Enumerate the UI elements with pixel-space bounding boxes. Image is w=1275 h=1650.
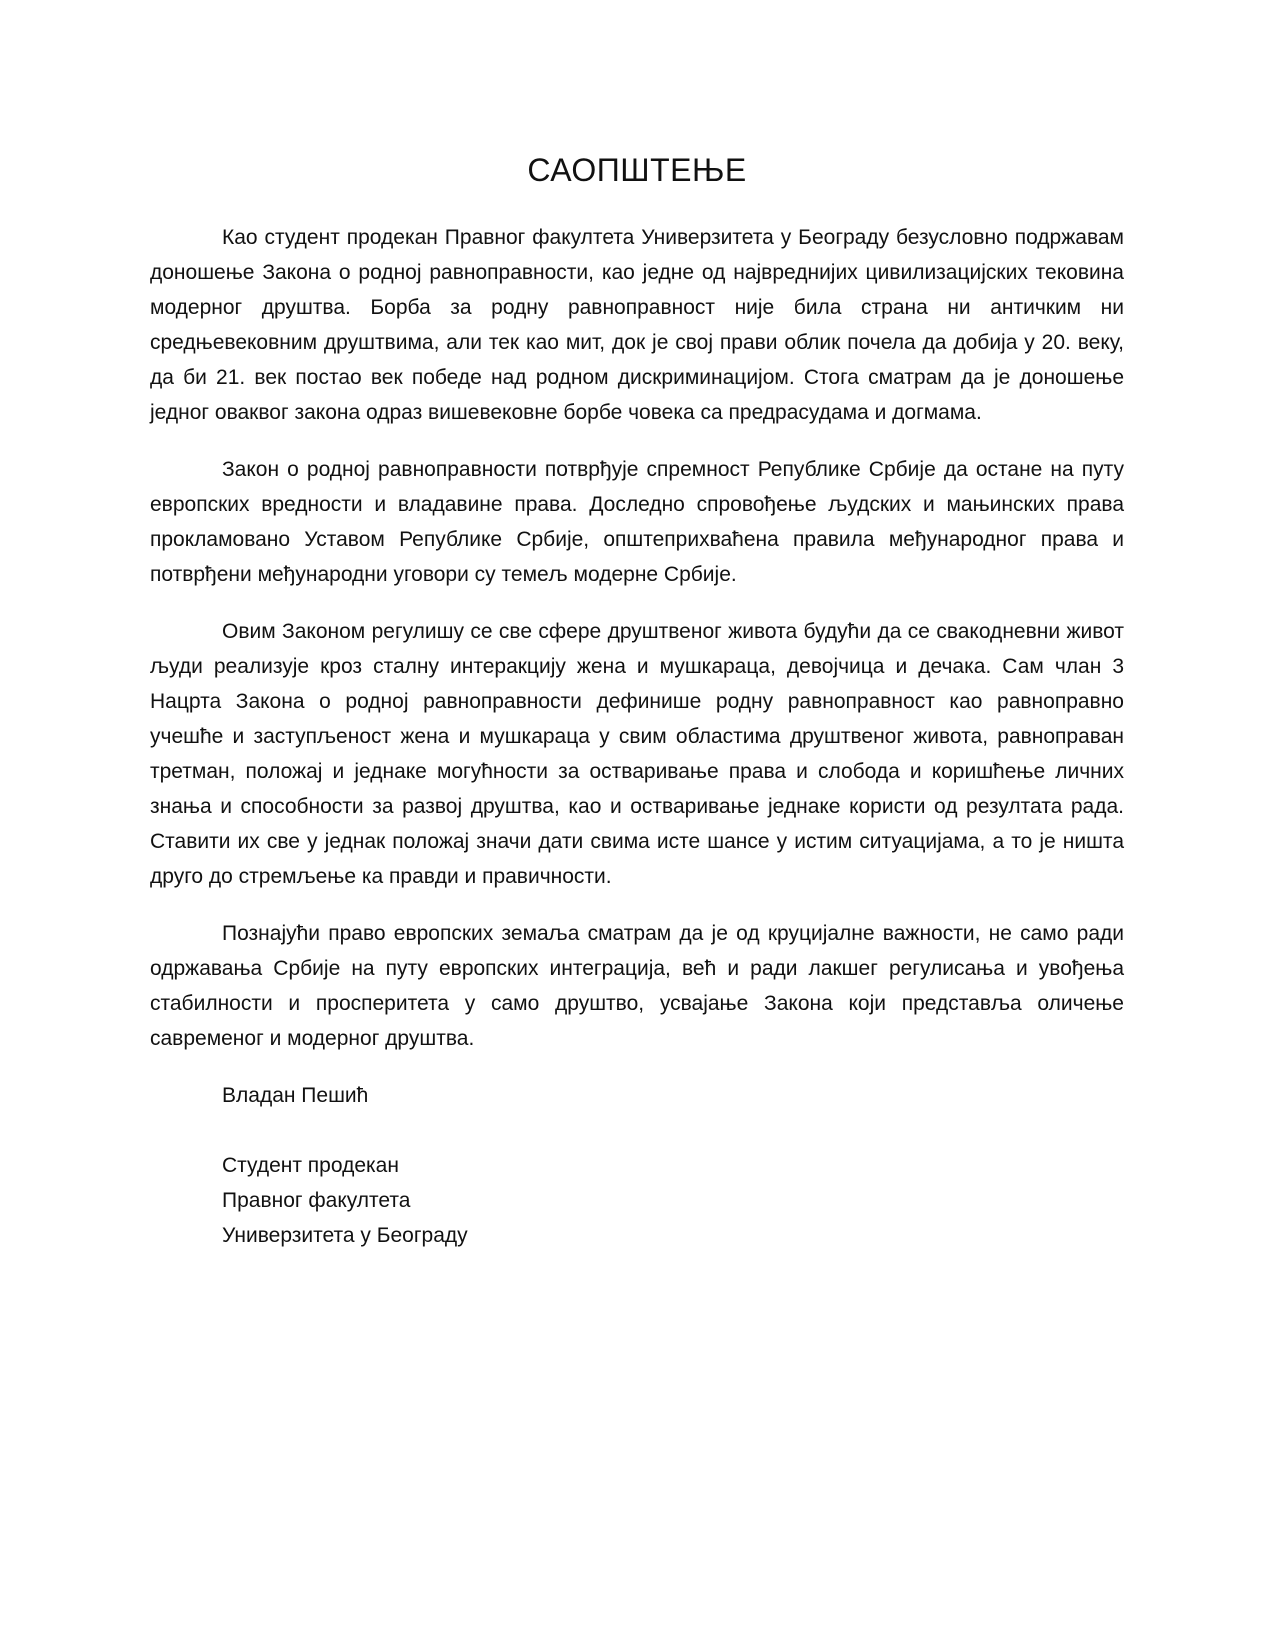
signature-name: Владан Пешић	[222, 1084, 369, 1107]
document-title: САОПШТЕЊЕ	[527, 152, 747, 188]
paragraph-2: Закон о родној равноправности потврђује спремност Републике Србије да остане на путу европских вредности и владавине права. Доследно спровођење људских и мањинских права прокламовано Уставом Републике Србије, општеприхваћена правила међународног права и потврђени међународни уговори су темељ модерне Србије.	[150, 458, 1124, 586]
paragraph-1: Као студент продекан Правног факултета Универзитета у Београду безусловно подржавам доношење Закона о родној равноправности, као једне од највреднијих цивилизацијских тековина модерног друштва. Борба за родну равноправност није била страна ни античким ни средњевековним друштвима, али тек као мит, док је свој прави облик почела да добија у 20. веку, да би 21. век постао век победе над родном дискриминацијом. Стога сматрам да је доношење једног оваквог закона одраз вишевековне борбе човека са предрасудама и догмама.	[150, 226, 1124, 424]
signature-title-line-3: Универзитета у Београду	[222, 1224, 468, 1247]
signature-title-line-1: Студент продекан	[222, 1154, 399, 1177]
signature-block	[150, 1078, 1124, 1253]
paragraph-4: Познајући право европских земаља сматрам да је од круцијалне важности, не само ради одржавања Србије на путу европских интеграција, већ и ради лакшег регулисања и увођења стабилности и просперитета у само друштво, усвајање Закона који представља оличење савременог и модерног друштва.	[150, 922, 1124, 1050]
signature-title-line-2: Правног факултета	[222, 1189, 411, 1212]
document-page	[150, 150, 1124, 1253]
paragraph-3: Овим Законом регулишу се све сфере друштвеног живота будући да се свакодневни живот људи реализује кроз сталну интеракцију жена и мушкараца, девојчица и дечака. Сам члан 3 Нацрта Закона о родној равноправности дефинише родну равноправност као равноправно учешће и заступљеност жена и мушкараца у свим областима друштвеног живота, равноправан третман, положај и једнаке могућности за остваривање права и слобода и коришћење личних знања и способности за развој друштва, као и остваривање једнаке користи од резултата рада. Ставити их све у једнак положај значи дати свима исте шансе у истим ситуацијама, а то је ништа друго до стремљење ка правди и правичности.	[150, 620, 1124, 888]
